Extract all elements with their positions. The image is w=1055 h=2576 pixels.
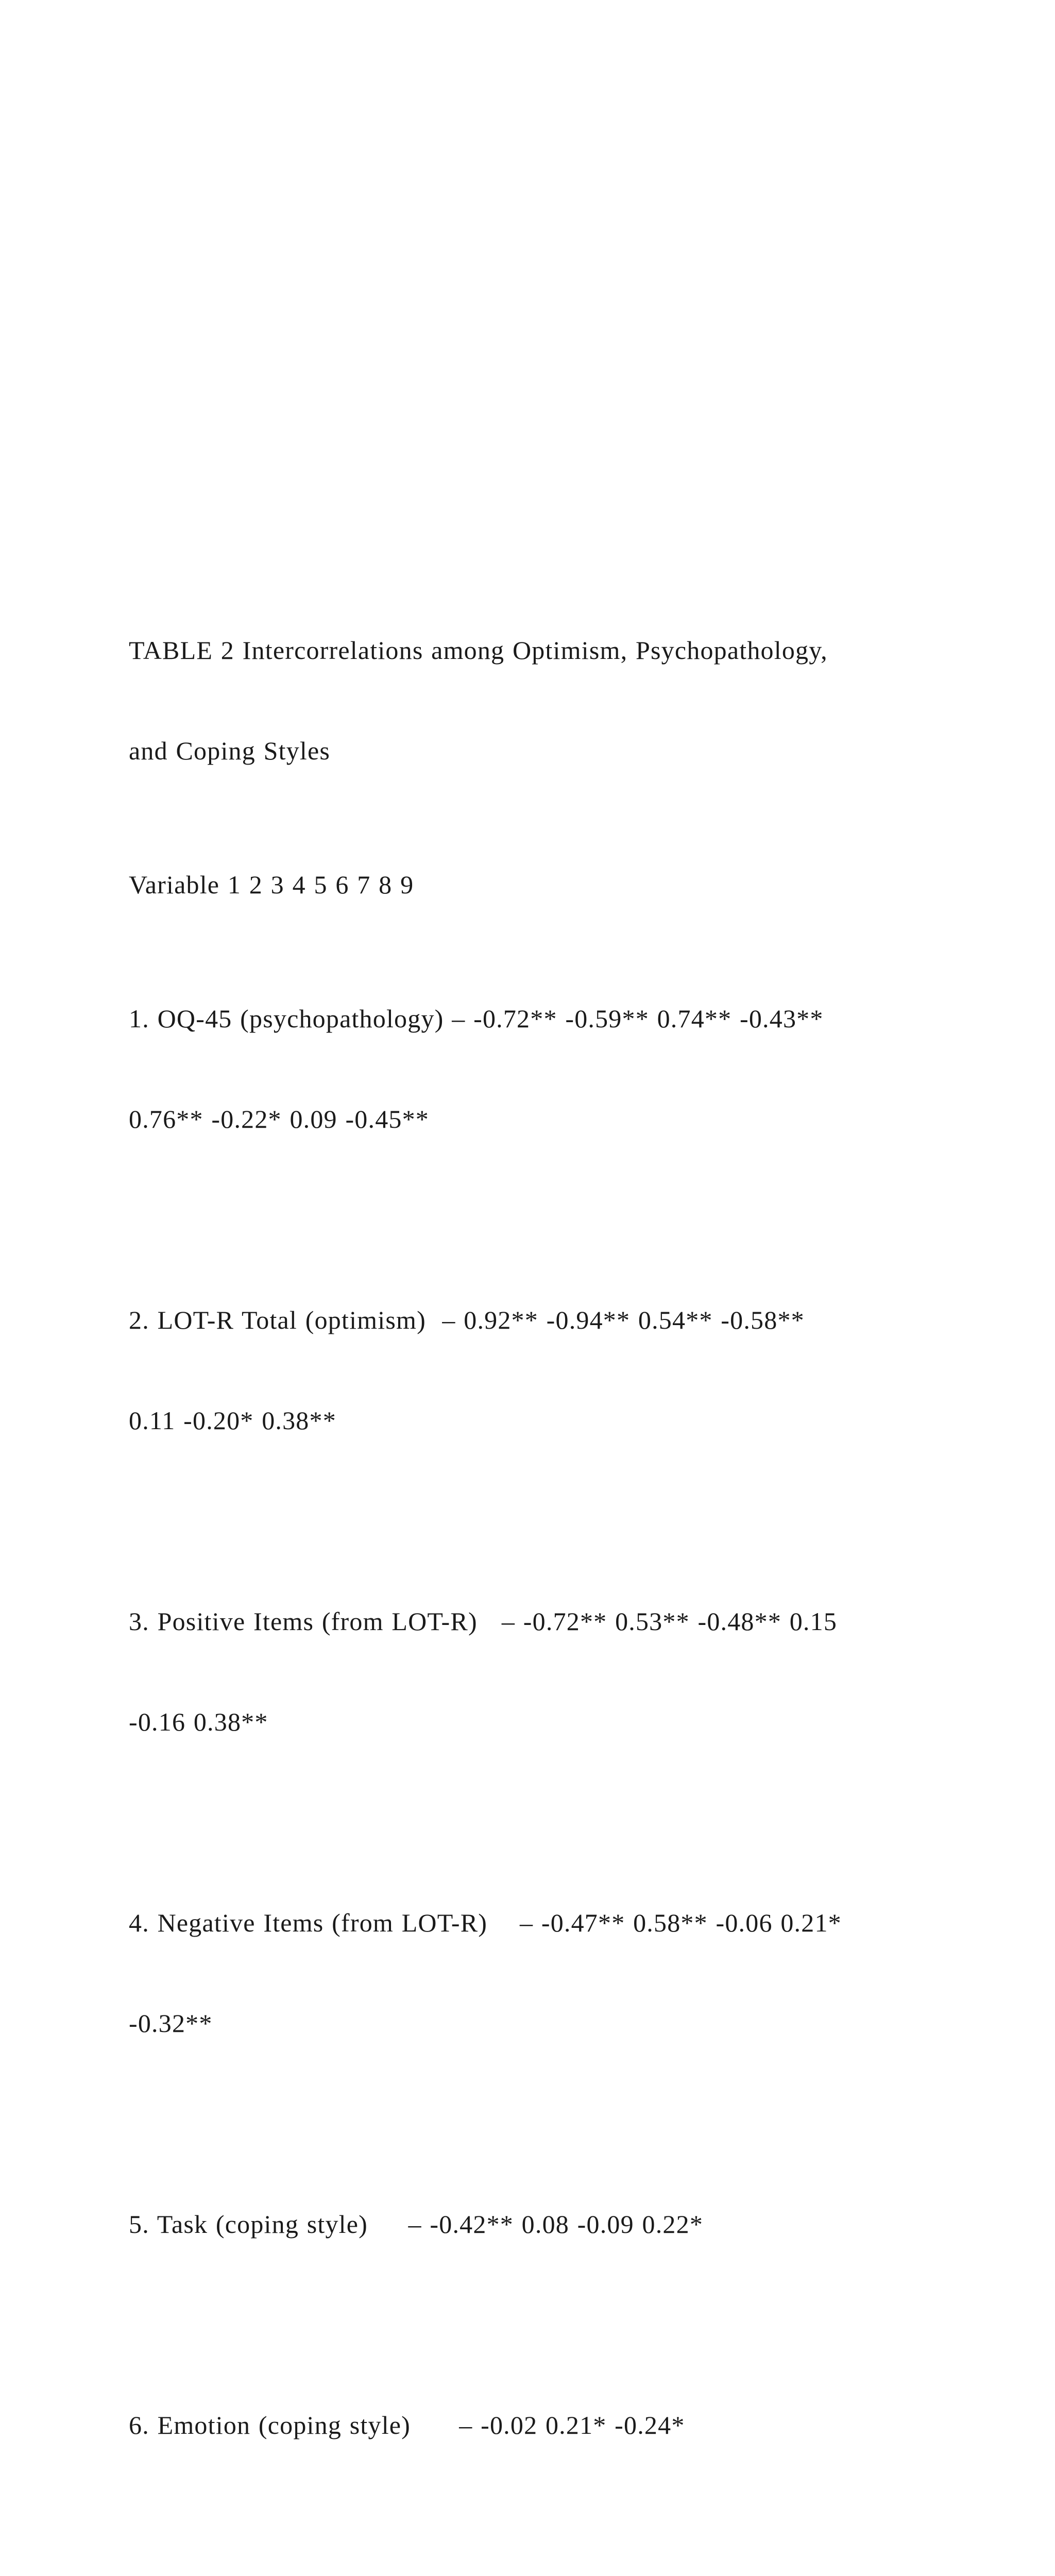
table-row-line: 6. Emotion (coping style) – -0.02 0.21* -0.24*: [129, 2411, 685, 2439]
table-row-line: 4. Negative Items (from LOT-R) – -0.47** 0.58** -0.06 0.21*: [129, 1908, 842, 1937]
table-header-row: Variable 1 2 3 4 5 6 7 8 9: [129, 870, 414, 899]
table-title-line-2: and Coping Styles: [129, 736, 331, 765]
table-row-line: 0.11 -0.20* 0.38**: [129, 1406, 336, 1435]
table-title: [129, 567, 953, 835]
table-row: [129, 1236, 953, 1504]
table-row-line: -0.16 0.38**: [129, 1707, 268, 1736]
table-row: [129, 2342, 953, 2509]
table-row-line: 3. Positive Items (from LOT-R) – -0.72** 0.53** -0.48** 0.15: [129, 1607, 838, 1636]
table-row: [129, 2141, 953, 2308]
table-row: [129, 1538, 953, 1806]
table-row-line: 1. OQ-45 (psychopathology) – -0.72** -0.59** 0.74** -0.43**: [129, 1004, 824, 1033]
table-row-line: 2. LOT-R Total (optimism) – 0.92** -0.94** 0.54** -0.58**: [129, 1306, 805, 1334]
table-row-line: 0.76** -0.22* 0.09 -0.45**: [129, 1105, 430, 1133]
table-title-line-1: TABLE 2 Intercorrelations among Optimism, Psychopathology,: [129, 636, 828, 665]
table-row-line: -0.32**: [129, 2009, 213, 2038]
document-content: [129, 567, 953, 2576]
table-row: [129, 1839, 953, 2107]
table-row: [129, 2543, 953, 2576]
table-row: [129, 935, 953, 1203]
table-row-line: 5. Task (coping style) – -0.42** 0.08 -0.09 0.22*: [129, 2210, 704, 2239]
